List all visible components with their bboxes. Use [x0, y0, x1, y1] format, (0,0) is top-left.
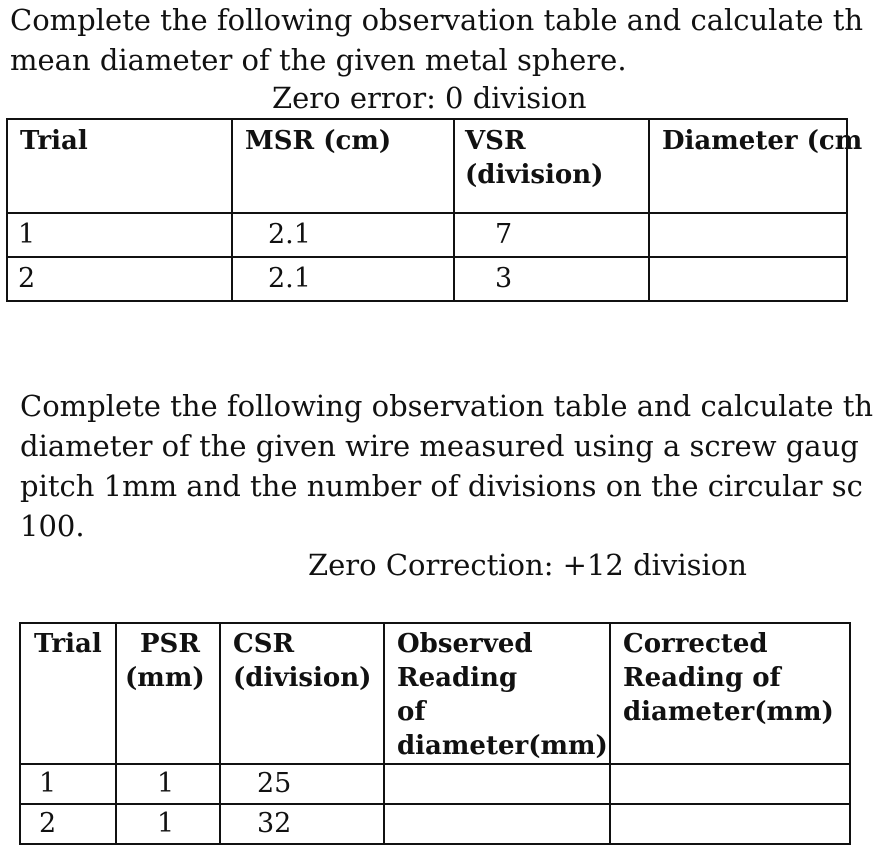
table-header-row: [7, 119, 847, 213]
header-observed: Observed: [397, 629, 533, 659]
header-cell: [384, 623, 610, 764]
instruction-line-3: Complete the following observation table and calculate th: [20, 389, 873, 423]
table-cell: [649, 213, 847, 257]
vernier-observation-table: [6, 118, 863, 302]
instruction-line-5: pitch 1mm and the number of divisions on the circular sc: [20, 469, 863, 503]
header-cell: [649, 119, 863, 213]
table-row: [7, 257, 847, 301]
header-msr: MSR (cm): [245, 126, 392, 156]
instruction-line-2: mean diameter of the given metal sphere.: [10, 43, 627, 77]
table-cell: [232, 213, 454, 257]
header-cell: [116, 623, 220, 764]
table-cell: [454, 257, 649, 301]
header-psr: PSR: [140, 629, 200, 659]
header-observed-4: diameter(mm): [397, 731, 608, 761]
cell-csr: 32: [257, 808, 292, 839]
table-cell: [20, 764, 116, 804]
cell-trial: 2: [39, 808, 57, 839]
table-row: [20, 764, 850, 804]
header-cell: [20, 623, 116, 764]
cell-trial: 2: [18, 263, 36, 294]
table-cell: [649, 257, 847, 301]
cell-vsr: 7: [495, 219, 513, 250]
header-psr-unit: (mm): [125, 663, 205, 693]
table-cell: [610, 764, 850, 804]
table-cell: [384, 764, 610, 804]
header-corrected: Corrected: [623, 629, 768, 659]
header-vsr-unit: (division): [465, 160, 604, 190]
table-cell: [232, 257, 454, 301]
table-row: [20, 804, 850, 844]
table-row: [7, 213, 847, 257]
instruction-line-6: 100.: [20, 509, 85, 543]
header-observed-2: Reading: [397, 663, 518, 693]
table-cell: [384, 804, 610, 844]
zero-error-label: Zero error: 0 division: [272, 81, 587, 115]
header-corrected-3: diameter(mm): [623, 697, 834, 727]
screw-gauge-observation-table: [19, 622, 851, 845]
cell-psr: 1: [157, 768, 175, 799]
header-csr-unit: (division): [233, 663, 372, 693]
header-cell: [610, 623, 850, 764]
header-cell: [232, 119, 454, 213]
zero-correction-label: Zero Correction: +12 division: [308, 548, 747, 582]
cell-csr: 25: [257, 768, 292, 799]
cell-msr: 2.1: [268, 263, 311, 294]
cell-psr: 1: [157, 808, 175, 839]
table-cell: [7, 213, 232, 257]
table-cell: [20, 804, 116, 844]
table-cell: [454, 213, 649, 257]
header-trial: Trial: [20, 126, 88, 156]
header-trial: Trial: [34, 629, 102, 659]
table-cell: [116, 804, 220, 844]
header-cell: [220, 623, 384, 764]
cell-trial: 1: [18, 219, 36, 250]
table-cell: [116, 764, 220, 804]
instruction-line-1: Complete the following observation table and calculate th: [10, 3, 864, 37]
table-header-row: [20, 623, 850, 764]
table-cell: [610, 804, 850, 844]
table-cell: [7, 257, 232, 301]
header-observed-3: of: [397, 697, 426, 727]
cell-vsr: 3: [495, 263, 513, 294]
header-corrected-2: Reading of: [623, 663, 781, 693]
instruction-line-4: diameter of the given wire measured using a screw gaug: [20, 429, 859, 463]
header-csr: CSR: [233, 629, 295, 659]
table-cell: [220, 764, 384, 804]
cell-msr: 2.1: [268, 219, 311, 250]
table-cell: [220, 804, 384, 844]
header-cell: [454, 119, 649, 213]
header-cell: [7, 119, 232, 213]
header-vsr: VSR: [465, 126, 526, 156]
header-diameter: Diameter (cm: [662, 126, 863, 156]
cell-trial: 1: [39, 768, 57, 799]
